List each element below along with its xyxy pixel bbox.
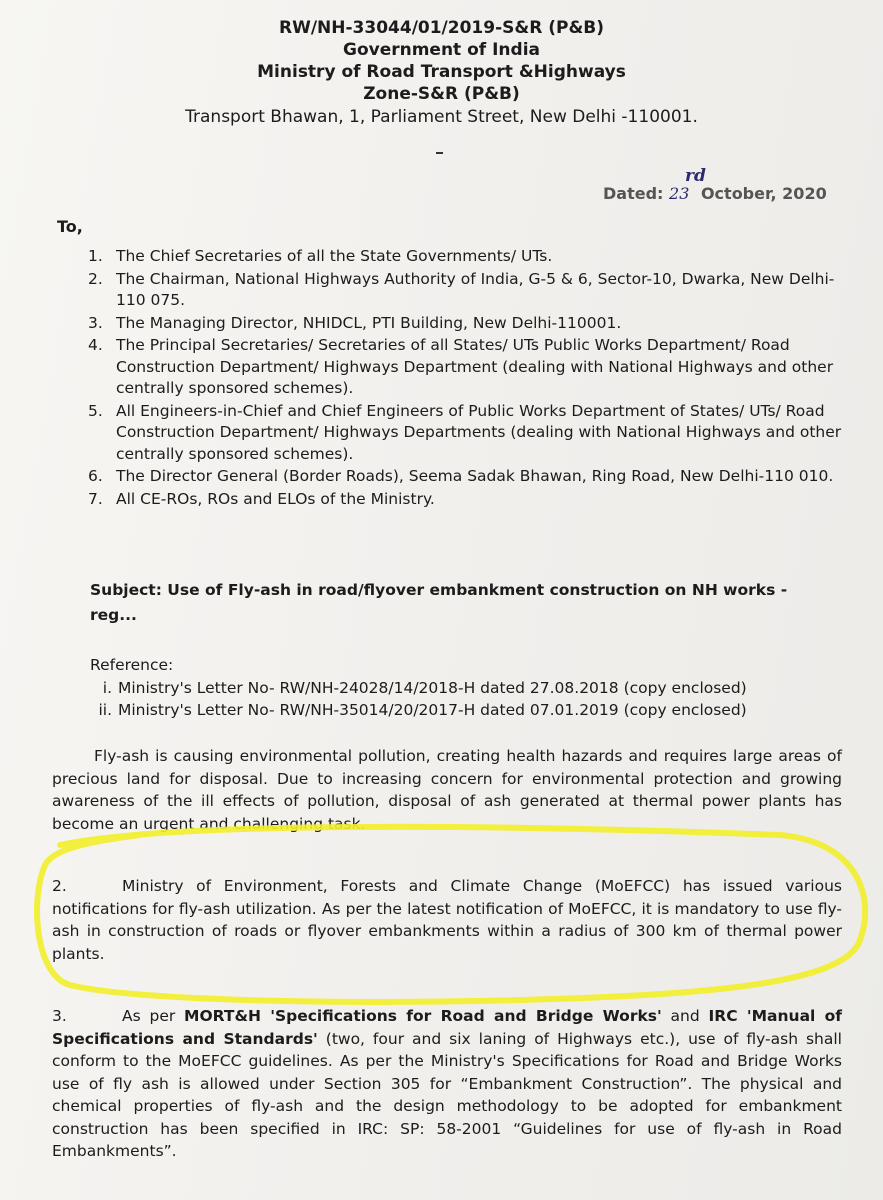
dated-day: 23	[669, 184, 690, 203]
list-item: 5. All Engineers-in-Chief and Chief Engineers of Public Works Department of States/ UTs/ Road Construction Department/ Highways Departments (dealing with National Highways and other centrally sponsored schemes).	[88, 401, 842, 463]
paragraph-2: 2. Ministry of Environment, Forests and Climate Change (MoEFCC) has issued various notifications for fly-ash utilization. As per the latest notification of MoEFCC, it is mandatory to use fly-ash in construction of roads or flyover embankments within a radius of 300 km of thermal power plants.	[52, 877, 842, 963]
file-number: RW/NH-33044/01/2019-S&R (P&B)	[278, 18, 604, 38]
list-item: 7. All CE-ROs, ROs and ELOs of the Ministry.	[88, 489, 435, 508]
recipient-list	[88, 246, 848, 511]
paragraph-3: 3. As per MORT&H 'Specifications for Road and Bridge Works' and IRC 'Manual of Specifications and Standards' (two, four and six laning of Highways etc.), use of fly-ash shall conform to the MoEFCC guidelines. As per the Ministry's Specifications for Road and Bridge Works use of fly ash is allowed under Section 305 for “Embankment Construction”. The physical and chemical properties of fly-ash and the design methodology to be adopted for embankment construction has been specified in IRC: SP: 58-2001 “Guidelines for use of fly-ash in Road Embankments”.	[52, 1007, 843, 1160]
dated-suffix: rd	[685, 166, 706, 186]
to-label: To,	[57, 217, 83, 236]
list-item: 3. The Managing Director, NHIDCL, PTI Building, New Delhi-110001.	[88, 313, 622, 332]
paragraph-1: Fly-ash is causing environmental pollution, creating health hazards and requires large areas of precious land for disposal. Due to increasing concern for environmental protection and growing awareness of the ill effects of pollution, disposal of ash generated at thermal power plants has become an urgent and challenging task.	[52, 747, 842, 833]
ministry-line: Ministry of Road Transport &Highways	[257, 62, 626, 82]
separator-mark	[436, 152, 443, 154]
dated-month-year: October, 2020	[700, 184, 827, 203]
list-item: 2. The Chairman, National Highways Authority of India, G-5 & 6, Sector-10, Dwarka, New Delhi-110 075.	[88, 269, 835, 309]
list-item: 6. The Director General (Border Roads), Seema Sadak Bhawan, Ring Road, New Delhi-110 010.	[88, 467, 834, 485]
reference-list	[88, 677, 848, 721]
reference-label: Reference:	[90, 656, 174, 674]
list-item: 4. The Principal Secretaries/ Secretaries of all States/ UTs Public Works Department/ Road Construction Department/ Highways Department (dealing with National Highways and other centrally sponsored schemes).	[88, 336, 834, 397]
date-line	[603, 166, 827, 203]
list-item: 1. The Chief Secretaries of all the State Governments/ UTs.	[88, 247, 553, 265]
zone-line: Zone-S&R (P&B)	[363, 84, 520, 104]
list-item: i. Ministry's Letter No- RW/NH-24028/14/2018-H dated 27.08.2018 (copy enclosed)	[102, 679, 747, 697]
dated-label: Dated:	[603, 184, 664, 203]
subject-line: Subject: Use of Fly-ash in road/flyover embankment construction on NH works - reg...	[90, 581, 788, 624]
address-line: Transport Bhawan, 1, Parliament Street, New Delhi -110001.	[185, 107, 698, 127]
government-line: Government of India	[342, 40, 540, 60]
list-item: ii. Ministry's Letter No- RW/NH-35014/20/2017-H dated 07.01.2019 (copy enclosed)	[98, 701, 747, 719]
